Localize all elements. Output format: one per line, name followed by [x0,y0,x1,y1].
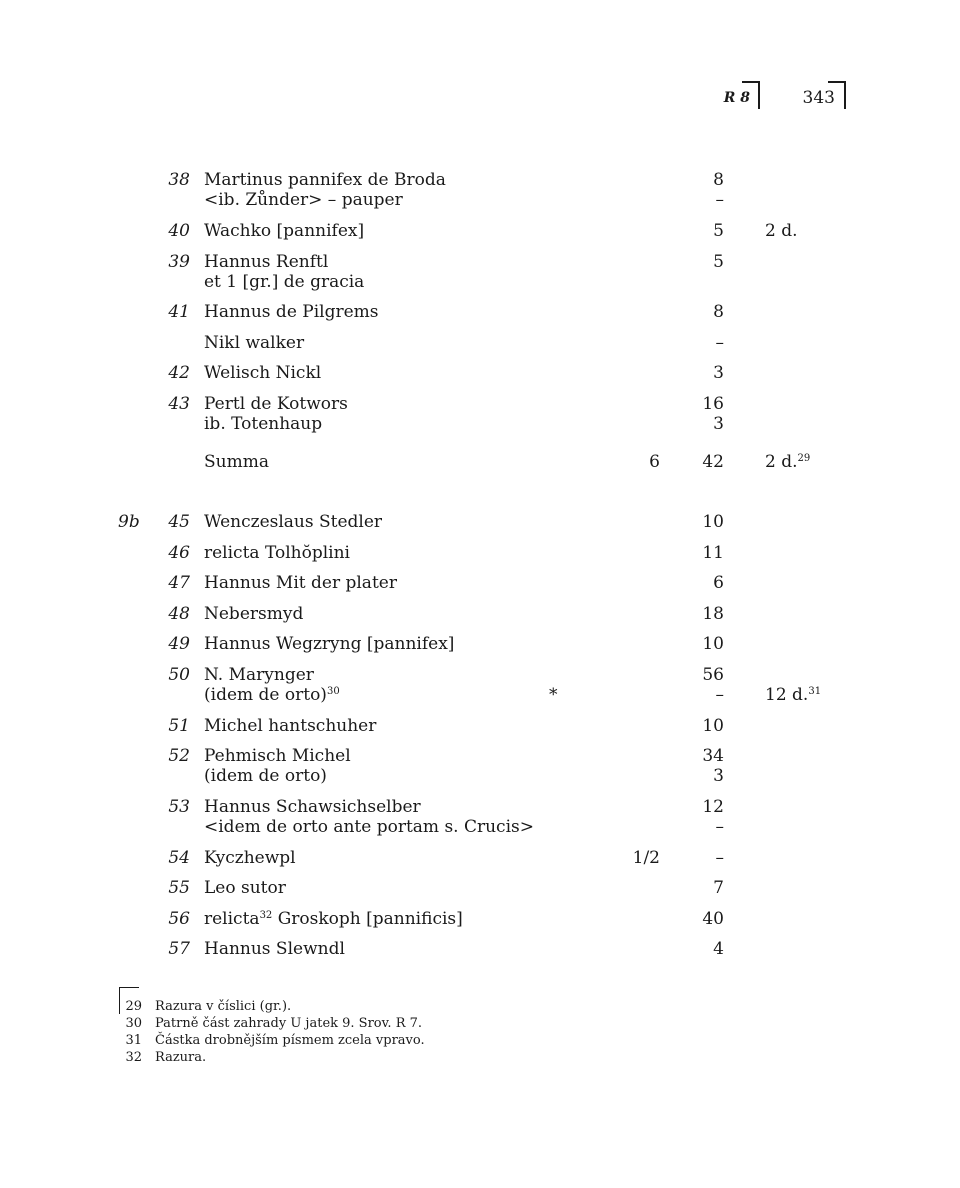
entry-number: 54 [168,848,190,868]
entry-name-line: Hannus Mit der plater [204,573,397,593]
entry-number: 45 [168,512,190,532]
footnote-number: 32 [125,1050,142,1065]
amount-value: – [715,333,724,353]
amount-value: – [715,190,724,210]
entry-number: 57 [168,939,190,959]
entry-name-line: Wachko [pannifex] [204,221,365,241]
entry-name [204,909,463,929]
entry-number: 47 [168,573,190,593]
entry-name [204,878,286,898]
entry-name-line: Hannus de Pilgrems [204,302,379,322]
amount-col2 [690,909,724,929]
amount-value: 2 d. [765,221,798,241]
amount-value: 5 [713,221,724,241]
amount-value: 42 [702,452,724,472]
amount-col2 [690,716,724,736]
amount-value: 10 [702,716,724,736]
entry-name-line: Pehmisch Michel [204,746,351,766]
entry-name-line: Wenczeslaus Stedler [204,512,383,532]
entry-name [204,665,340,705]
entry-name-line: Hannus Schawsichselber [204,797,421,817]
entry-name-line: Summa [204,452,269,472]
footnote-text: Patrně část zahrady U jatek 9. Srov. R 7. [155,1016,423,1031]
footnote-rule [119,987,139,988]
folio-marker: 9b [118,512,140,532]
entry-name [204,797,534,837]
footnote-ref: 32 [259,910,273,921]
amount-value: 12 [702,797,724,817]
amount-value [765,665,821,685]
entry-number: 41 [168,302,190,322]
amount-value: – [715,685,724,705]
amount-value: – [715,817,724,837]
running-head-section [700,87,758,109]
amount-col2 [690,302,724,322]
entry-name-line: relicta$^{32}$ Groskoph [pannificis] [204,909,463,929]
entry-name [204,634,454,654]
amount-value: 16 [702,394,724,414]
entry-number: 50 [168,665,190,685]
amount-col2 [690,848,724,868]
amount-value: 8 [713,170,724,190]
entry-number: 46 [168,543,190,563]
entry-name [204,716,376,736]
entry-name-line: ib. Totenhaup [204,414,323,434]
entry-name [204,452,269,472]
entry-number: 51 [168,716,190,736]
entry-name-line: Hannus Wegzryng [pannifex] [204,634,455,654]
entry-name [204,170,446,210]
amount-col1: 6 [649,452,660,472]
footnote [0,998,960,1015]
entry-number: 39 [168,252,190,272]
corner-mark [758,81,760,109]
entry-name-line: relicta Tolhŏplini [204,543,350,563]
entry-number: 40 [168,221,190,241]
amount-value: 8 [713,302,724,322]
entry-name-line: <idem de orto ante portam s. Crucis> [204,817,534,837]
entry-name [204,394,348,434]
amount-col2 [690,939,724,959]
entry-name [204,848,296,868]
entry-number: 38 [168,170,190,190]
entry-number: 53 [168,797,190,817]
amount-col2 [690,452,724,472]
entry-number: 55 [168,878,190,898]
amount-value: 7 [713,878,724,898]
amount-col2 [690,746,724,786]
footnote-number: 29 [125,999,142,1014]
entry-name-line: Nikl walker [204,333,305,353]
entry-name-line: (idem de orto) [204,766,327,786]
entry-name-line: et 1 [gr.] de gracia [204,272,365,292]
amount-col2 [690,394,724,434]
entry-number: 52 [168,746,190,766]
amount-col2 [690,333,724,353]
amount-value: 34 [702,746,724,766]
amount-col2 [690,252,724,292]
entry-name [204,573,397,593]
entry-number: 49 [168,634,190,654]
entry-number: 42 [168,363,190,383]
entry-name [204,939,345,959]
amount-col2 [690,363,724,383]
entry-name-line: (idem de orto)$^{30}$ [204,685,340,705]
entry-name-line: Pertl de Kotwors [204,394,348,414]
footnote-number: 31 [125,1033,142,1048]
amount-value: 3 [713,363,724,383]
amount-col3 [765,452,810,472]
entry-name-line: Hannus Renftl [204,252,329,272]
amount-value: 3 [713,414,724,434]
footnote-number: 30 [125,1016,142,1031]
entry-number: 43 [168,394,190,414]
entry-name [204,543,350,563]
entry-name [204,252,364,292]
footnote [0,1049,960,1066]
footnotes [0,998,960,1066]
amount-col2 [690,512,724,532]
amount-col2 [690,797,724,837]
entry-name [204,302,379,322]
amount-value: 10 [702,512,724,532]
entry-name-line: Martinus pannifex de Broda [204,170,446,190]
corner-mark [828,81,846,83]
amount-col2 [690,573,724,593]
amount-value: 18 [702,604,724,624]
amount-value: 12 d.$^{31}$ [765,685,822,705]
section-label: R 8 [723,90,750,106]
entry-name [204,221,364,241]
entry-name-line: Nebersmyd [204,604,304,624]
entry-number: 56 [168,909,190,929]
entry-name [204,512,382,532]
entry-name-line: Leo sutor [204,878,286,898]
entry-name [204,363,321,383]
footnote-ref: 29 [797,453,811,464]
amount-value: 56 [702,665,724,685]
footnote-ref: 30 [326,686,340,697]
page-number: 343 [802,88,835,108]
entry-number: 48 [168,604,190,624]
amount-value: – [715,848,724,868]
amount-value: 5 [713,252,724,272]
amount-col2 [690,665,724,705]
amount-value: 2 d.$^{29}$ [765,452,811,472]
entry-name-line: Kyczhewpl [204,848,296,868]
amount-col2 [690,878,724,898]
entry-name [204,333,304,353]
amount-col2 [690,543,724,563]
amount-value: 40 [702,909,724,929]
entry-name [204,746,351,786]
amount-col2 [690,634,724,654]
entry-name-line: <ib. Zůnder> – pauper [204,190,403,210]
amount-value: 6 [713,573,724,593]
entry-name-line: N. Marynger [204,665,314,685]
amount-col3 [765,665,821,705]
entry-name-line: Hannus Slewndl [204,939,345,959]
amount-col2 [690,221,724,241]
footnote-text: Razura v číslici (gr.). [155,999,292,1014]
corner-mark [844,81,846,109]
footnote-ref: 31 [808,686,822,697]
corner-mark [742,81,760,83]
amount-value: 10 [702,634,724,654]
amount-value: 3 [713,766,724,786]
amount-col2 [690,604,724,624]
amount-value: 11 [702,543,724,563]
entry-name-line: Michel hantschuher [204,716,377,736]
amount-col2 [690,170,724,210]
amount-value [690,272,724,292]
footnote-text: Razura. [155,1050,207,1065]
running-head-page [800,87,843,109]
asterisk-mark: * [549,685,558,705]
footnote [0,1032,960,1049]
footnote-text: Částka drobnějším písmem zcela vpravo. [155,1033,425,1048]
amount-value: 4 [713,939,724,959]
footnote [0,1015,960,1032]
amount-col3 [765,221,798,241]
entry-name-line: Welisch Nickl [204,363,322,383]
entry-name [204,604,303,624]
amount-col1: 1/2 [632,848,660,868]
